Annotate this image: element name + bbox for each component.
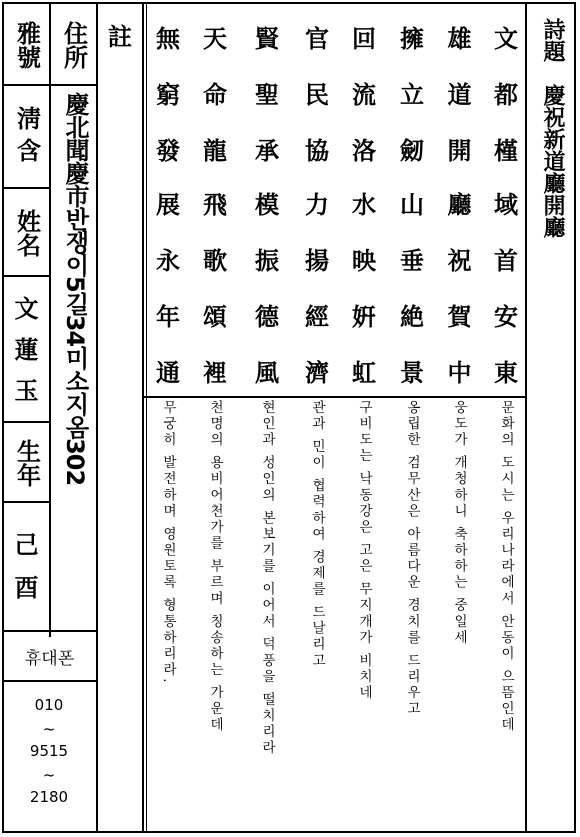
pen-name-value-cell	[4, 90, 49, 185]
poem-char: 濟	[305, 358, 329, 387]
poem-char: 永	[156, 246, 180, 275]
divider	[2, 680, 97, 682]
poem-char: 振	[255, 246, 279, 275]
poem-char: 開	[447, 136, 472, 165]
divider	[2, 187, 50, 189]
birth-value-char: 酉	[14, 574, 39, 602]
poem-char: 賀	[447, 302, 472, 331]
address-label: 住所	[59, 21, 88, 69]
phone-line: ~	[42, 720, 56, 738]
poem-char: 飛	[203, 190, 227, 219]
poem-char: 姸	[352, 302, 376, 331]
divider	[2, 84, 97, 86]
poem-char: 中	[447, 358, 472, 387]
birth-label: 生年	[12, 438, 41, 487]
poem-translation: 천명의 용비어천가를 부르며 칭송하는 가운데	[207, 400, 223, 734]
divider	[2, 421, 50, 423]
divider	[142, 2, 144, 833]
poem-translation: 현인과 성인의 본보기를 이어서 덕풍을 떨치리라	[259, 400, 275, 757]
poem-char: 協	[305, 136, 329, 165]
poem-char: 無	[156, 24, 180, 53]
poem-char: 德	[255, 302, 279, 331]
poem-translation: 구비도는 낙동강은 고은 무지개가 비치네	[356, 400, 372, 702]
phone-line: ~	[42, 766, 56, 784]
birth-label-cell	[4, 425, 49, 500]
poem-char: 虹	[352, 358, 376, 387]
poem-char: 回	[352, 24, 376, 53]
poem-char: 道	[447, 80, 472, 109]
poem-char: 窮	[156, 80, 180, 109]
poem-char: 文	[494, 24, 518, 53]
poem-char: 經	[305, 302, 329, 331]
phone-line: 9515	[29, 742, 69, 760]
address-label-cell	[51, 8, 96, 82]
poem-char: 頌	[203, 302, 227, 331]
poem-char: 揚	[305, 246, 329, 275]
poem-char: 都	[494, 80, 518, 109]
note-label-cell	[98, 8, 142, 82]
poem-char: 龍	[203, 136, 227, 165]
poem-title-value: 慶祝新道廳開廳	[540, 84, 565, 238]
name-value-cell	[4, 280, 49, 420]
name-label-cell	[4, 192, 49, 274]
poem-char: 洛	[352, 136, 376, 165]
poem-title	[530, 18, 574, 238]
poem-char: 首	[494, 246, 518, 275]
phone-line: 010	[34, 696, 64, 714]
name-value-char: 蓮	[14, 335, 39, 364]
poem-char: 通	[156, 358, 180, 387]
poem-char: 展	[156, 190, 180, 219]
poem-char: 官	[305, 24, 329, 53]
poem-char: 年	[156, 302, 180, 331]
poem-char: 流	[352, 80, 376, 109]
poem-char: 天	[203, 24, 227, 53]
phone-label-cell	[4, 632, 95, 680]
divider	[2, 501, 50, 503]
poem-char: 槿	[494, 136, 518, 165]
poem-char: 劒	[400, 136, 424, 165]
phone-label: 휴대폰	[24, 648, 75, 669]
birth-value-char: 己	[14, 531, 39, 559]
divider	[525, 2, 527, 833]
poem-char: 祝	[447, 246, 472, 275]
poem-char: 垂	[400, 246, 424, 275]
divider	[49, 2, 51, 637]
phone-line: 2180	[29, 788, 69, 806]
poem-char: 立	[400, 80, 424, 109]
poem-char: 山	[400, 190, 424, 219]
poem-translation: 옹립한 검무산은 아름다운 경치를 드리우고	[404, 400, 420, 718]
poem-char: 發	[156, 136, 180, 165]
poem-char: 歌	[203, 246, 227, 275]
name-value-char: 玉	[14, 376, 39, 405]
poem-translation: 관과 민이 협력하여 경제를 드날리고	[309, 400, 325, 670]
poem-char: 擁	[400, 24, 424, 53]
name-label: 姓名	[12, 209, 41, 257]
poem-char: 賢	[255, 24, 279, 53]
poem-char: 東	[494, 358, 518, 387]
poem-translation: 웅도가 개청하니 축하하는 중일세	[451, 400, 467, 647]
birth-value-cell	[4, 506, 49, 628]
poem-char: 民	[305, 80, 329, 109]
name-value-char: 文	[14, 294, 39, 323]
poem-char: 絶	[400, 302, 424, 331]
poem-char: 聖	[255, 80, 279, 109]
poem-char: 力	[305, 190, 329, 219]
poem-char: 命	[203, 80, 227, 109]
poem-char: 裡	[203, 358, 227, 387]
note-label: 註	[108, 23, 132, 51]
poem-char: 域	[494, 190, 518, 219]
poem-char: 廳	[447, 190, 472, 219]
poem-char: 景	[400, 358, 424, 387]
divider	[2, 275, 50, 277]
poem-char: 雄	[447, 24, 472, 53]
poem-char: 模	[255, 190, 279, 219]
address-value: 慶北聞慶市반쟁이5길34미소지옴302	[61, 92, 89, 486]
poem-translation: 무궁히 발전하며 영원토록 형통하리라.	[160, 400, 176, 686]
poem-char: 安	[494, 302, 518, 331]
poem-char: 水	[352, 190, 376, 219]
pen-name-label-cell	[4, 8, 49, 82]
poem-char: 承	[255, 136, 279, 165]
poem-char: 風	[255, 358, 279, 387]
pen-name-value: 淸含	[12, 105, 41, 170]
poem-title-label: 詩題	[540, 18, 565, 62]
poem-char: 映	[352, 246, 376, 275]
pen-name-label: 雅號	[12, 21, 41, 69]
poem-translation: 문화의 도시는 우리나라에서 안동이 으뜸인데	[498, 400, 514, 734]
